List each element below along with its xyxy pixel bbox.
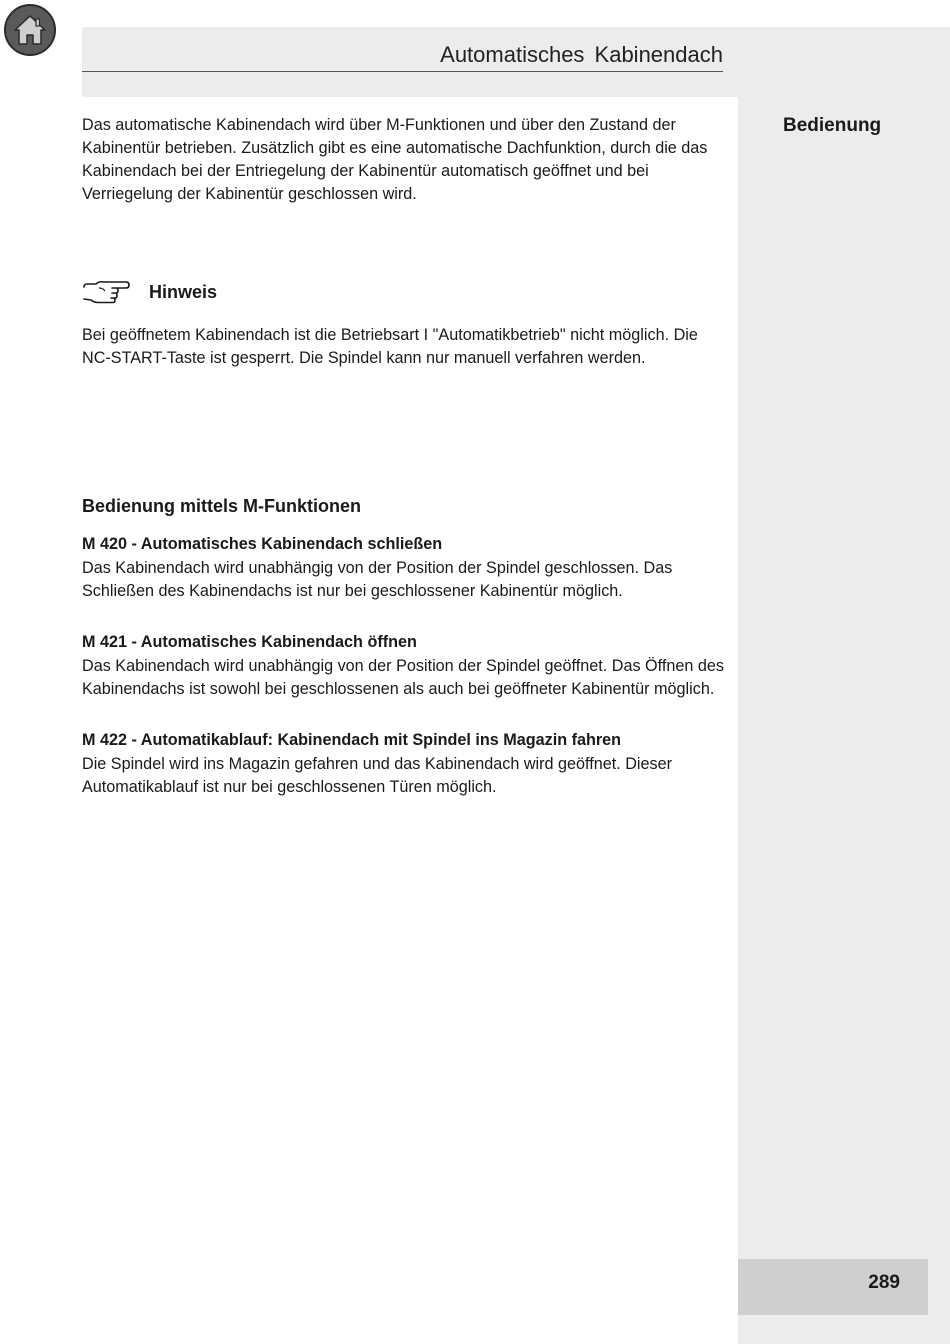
page-number: 289 (868, 1272, 900, 1293)
m-function-block (82, 633, 726, 701)
m-function-text: Das Kabinendach wird unabhängig von der Position der Spindel geschlossen. Das Schließen des Kabinendachs ist nur bei geschlossener Kabinentür möglich. (82, 559, 673, 600)
m-function-block (82, 535, 726, 603)
m-function-block (82, 731, 726, 799)
m-function-heading: M 420 - Automatisches Kabinendach schließen (82, 535, 443, 553)
hint-header (82, 278, 726, 306)
page-number-box (738, 1259, 928, 1315)
hint-text: Bei geöffnetem Kabinendach ist die Betriebsart I "Automatikbetrieb" nicht möglich. Die NC-START-Taste ist gesperrt. Die Spindel kann nur manuell verfahren werden. (82, 326, 698, 367)
sidebar-band (738, 97, 950, 1344)
m-function-heading: M 421 - Automatisches Kabinendach öffnen (82, 633, 417, 651)
page-title: Automatisches Kabinendach (440, 42, 723, 67)
hint-title: Hinweis (149, 281, 218, 302)
pointing-hand-icon (82, 279, 132, 305)
section-label: Bedienung (783, 115, 882, 136)
header-divider (82, 71, 723, 72)
section-heading: Bedienung mittels M-Funktionen (82, 496, 361, 516)
main-content (82, 114, 726, 829)
m-function-heading: M 422 - Automatikablauf: Kabinendach mit Spindel ins Magazin fahren (82, 731, 622, 749)
intro-paragraph: Das automatische Kabinendach wird über M-Funktionen und über den Zustand der Kabinentür betrieben. Zusätzlich gibt es eine automatische Dachfunktion, durch die das Kabinendach bei der Entriegelung der Kabinentür automatisch geöffnet und bei Verriegelung der Kabinentür geschlossen wird. (82, 116, 708, 203)
home-button[interactable] (4, 4, 56, 56)
home-icon (12, 12, 48, 48)
m-function-text: Die Spindel wird ins Magazin gefahren und das Kabinendach wird geöffnet. Dieser Automatikablauf ist nur bei geschlossenen Türen möglich. (82, 755, 673, 796)
m-function-text: Das Kabinendach wird unabhängig von der Position der Spindel geöffnet. Das Öffnen des Kabinendachs ist sowohl bei geschlossenen als auch bei geöffneter Kabinentür möglich. (82, 657, 724, 698)
